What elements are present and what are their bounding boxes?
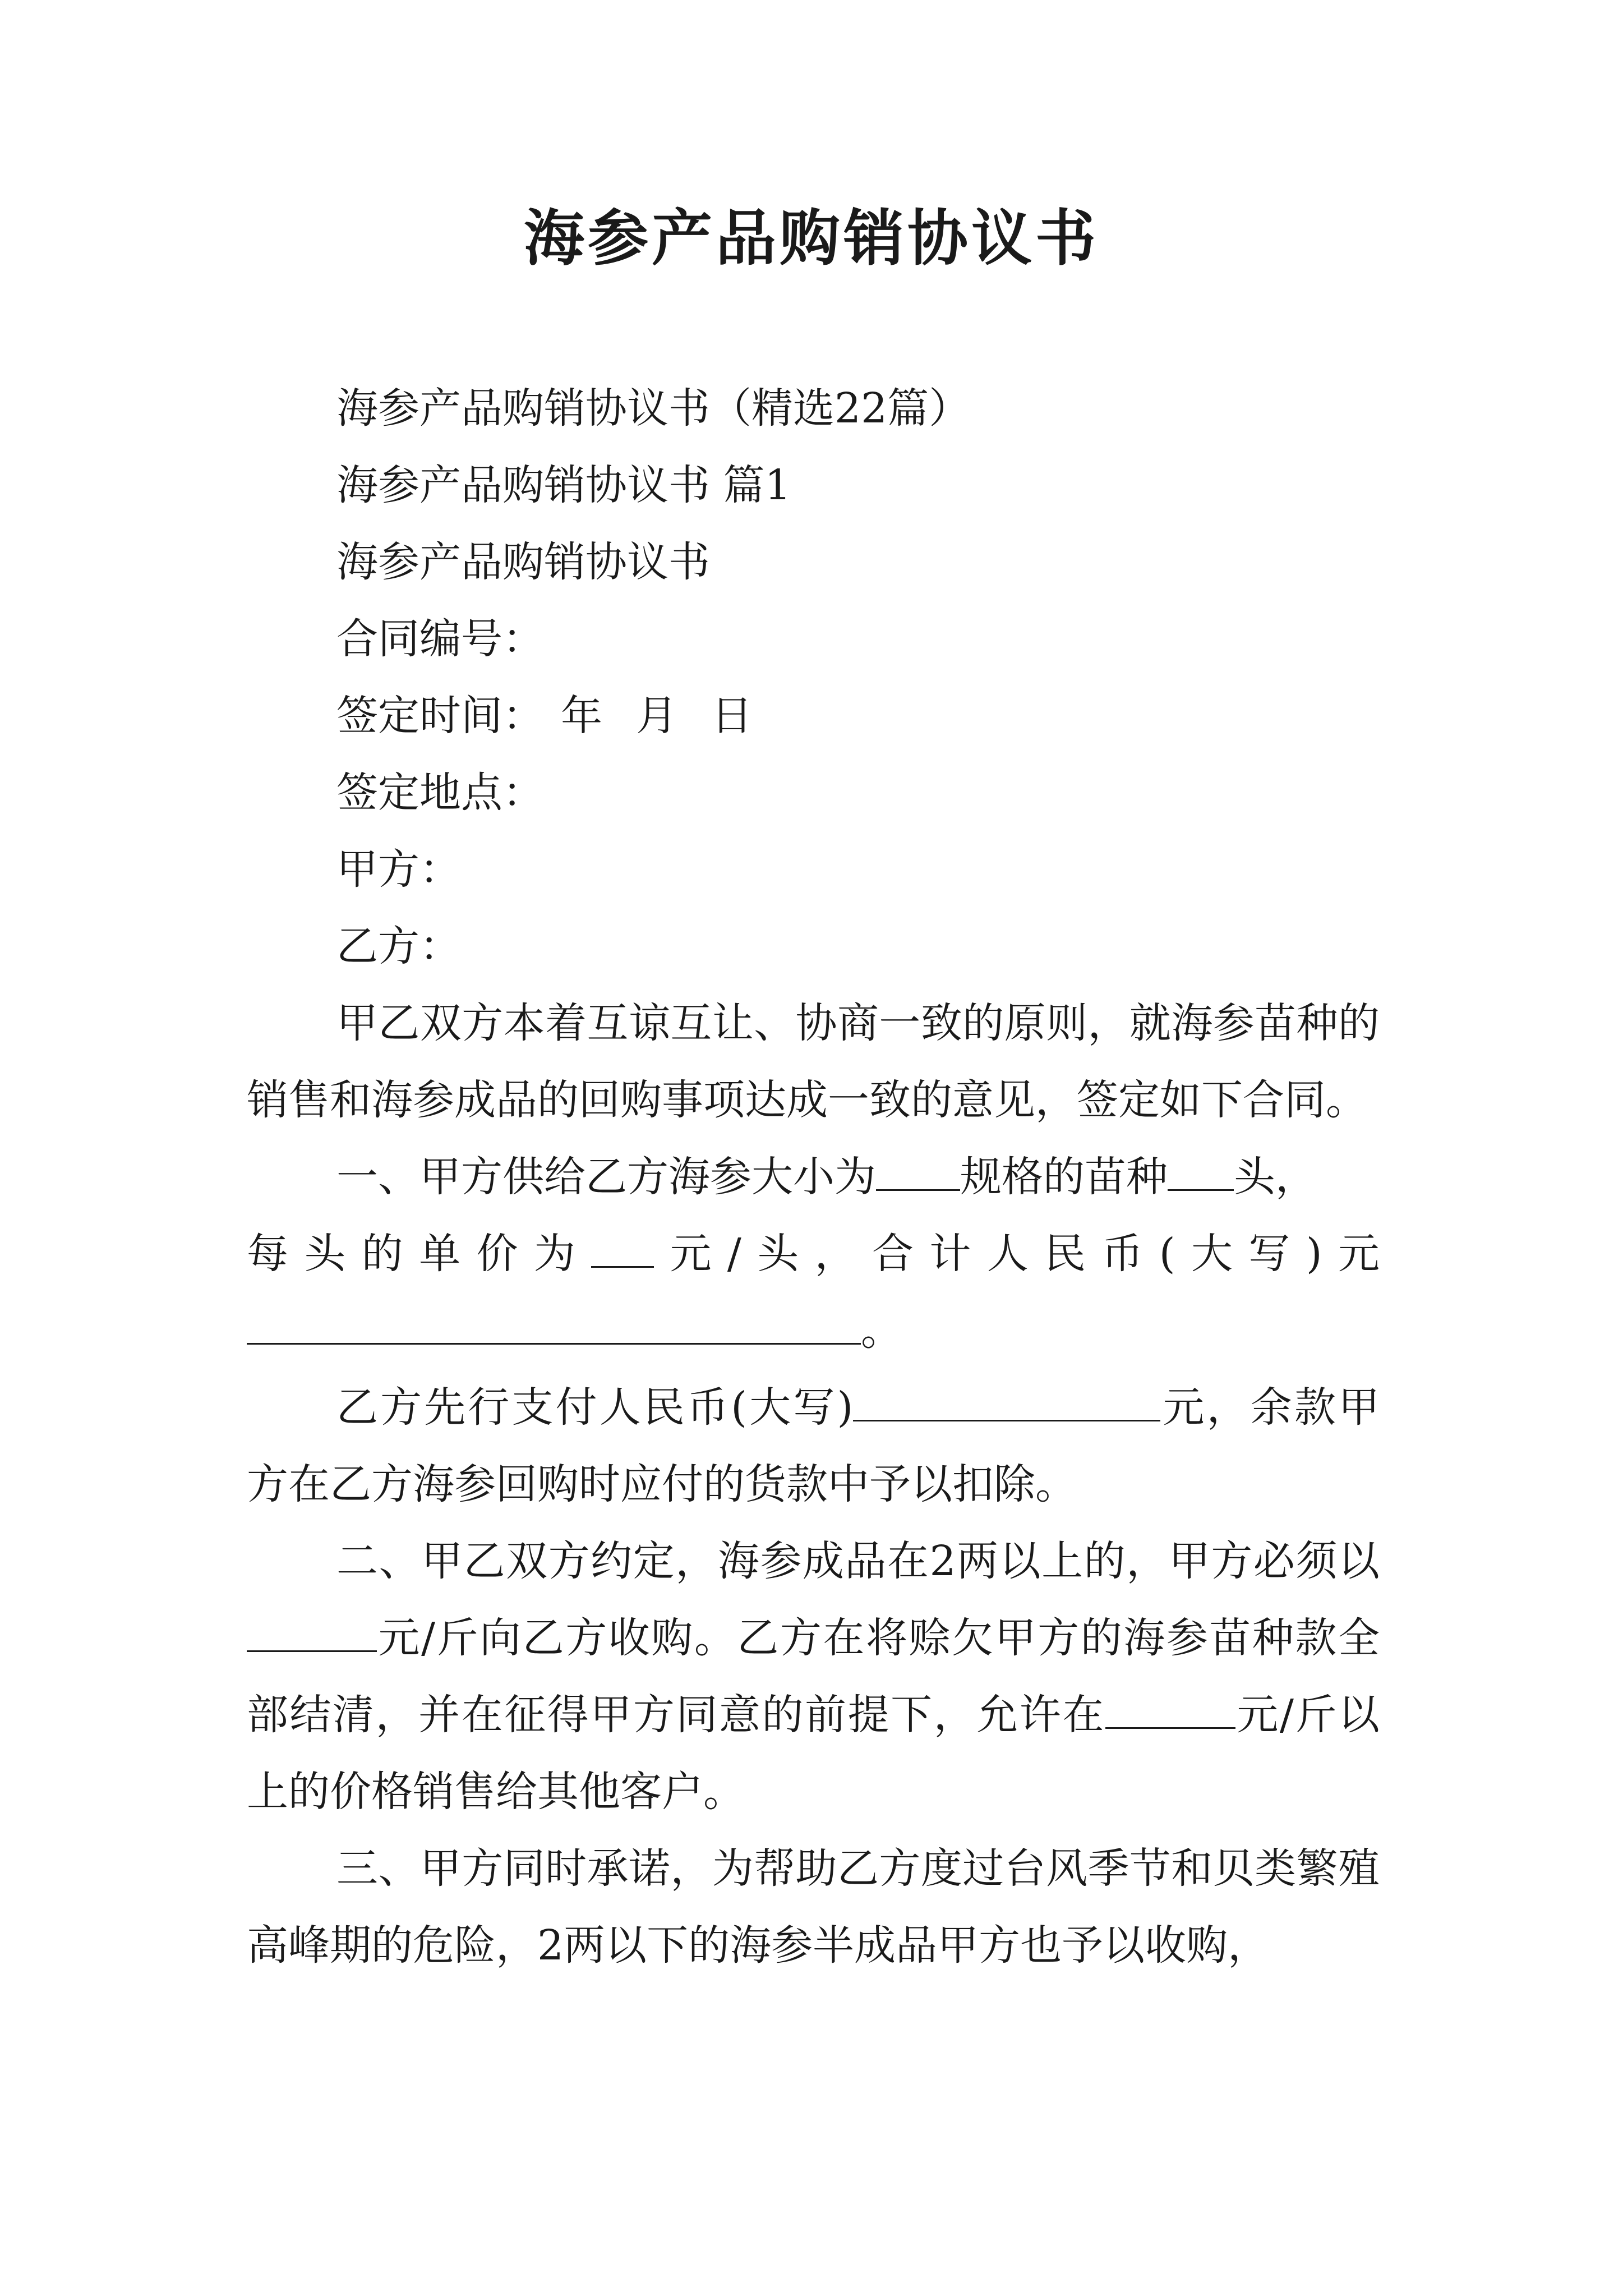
clause-3-paragraph: 三、甲方同时承诺，为帮助乙方度过台风季节和贝类繁殖高峰期的危险，2两以下的海参半成品甲方也予以收购， <box>247 1844 1380 1970</box>
subtitle: 海参产品购销协议书（精选22篇） <box>336 384 971 432</box>
party-b-field: 乙方： <box>336 922 461 970</box>
blank-unit-price <box>591 1231 654 1268</box>
clause-1-line-2: 每头的单价为 元/头，合计人民币(大写)元 <box>247 1230 1380 1278</box>
section-heading: 海参产品购销协议书 篇1 <box>336 461 791 509</box>
sign-date-field <box>247 678 1380 754</box>
blank-min-sale-price <box>1105 1692 1235 1729</box>
date-day: 日 <box>711 692 753 740</box>
blank-buyback-price <box>247 1616 377 1652</box>
blank-total-amount <box>247 1308 861 1345</box>
date-month: 月 <box>636 692 677 740</box>
clause-2-paragraph: 二、甲乙双方约定，海参成品在2两以上的，甲方必须以元/斤向乙方收购。乙方在将赊欠甲方的海参苗种款全部结清，并在征得甲方同意的前提下，允许在 元/斤以上的价格销售给其他客户。 <box>247 1537 1380 1816</box>
contract-heading: 海参产品购销协议书 <box>336 538 710 586</box>
clause-1-line-3: 。 <box>247 1292 1380 1369</box>
blank-prepay-amount <box>853 1385 1160 1421</box>
document-body <box>247 370 1380 1984</box>
date-year: 年 <box>561 692 602 740</box>
clause-1-line-1: 一、甲方供给乙方海参大小为 规格的苗种 头， <box>336 1153 1317 1201</box>
contract-number-field: 合同编号： <box>336 615 544 663</box>
prepayment-paragraph: 乙方先行支付人民币(大写) 元，余款甲方在乙方海参回购时应付的货款中予以扣除。 <box>247 1383 1380 1508</box>
party-a-field: 甲方： <box>336 845 461 894</box>
blank-spec <box>876 1154 960 1191</box>
document-title: 海参产品购销协议书 <box>523 203 1099 274</box>
blank-quantity <box>1168 1154 1234 1191</box>
sign-date-label: 签定时间： <box>336 692 544 740</box>
intro-paragraph: 甲乙双方本着互谅互让、协商一致的原则，就海参苗种的销售和海参成品的回购事项达成一致的意见，签定如下合同。 <box>247 999 1380 1124</box>
sign-place-field: 签定地点： <box>336 769 544 817</box>
